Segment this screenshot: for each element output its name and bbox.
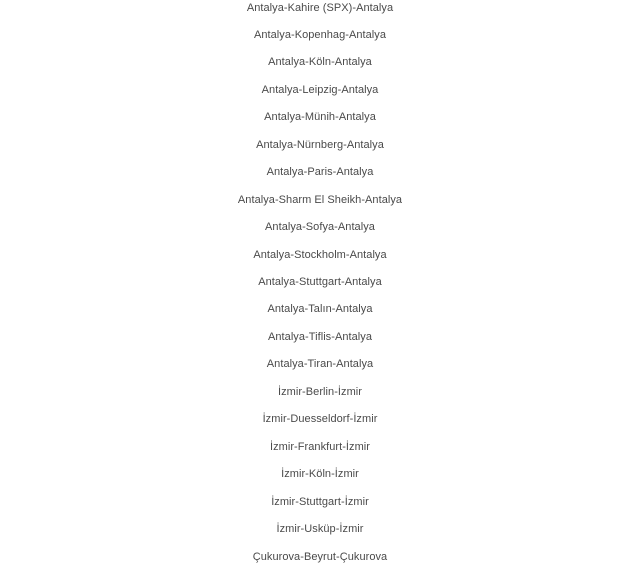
route-item: İzmir-Köln-İzmir <box>281 468 359 481</box>
route-item: İzmir-Stuttgart-İzmir <box>271 495 369 508</box>
route-item: İzmir-Usküp-İzmir <box>276 523 364 536</box>
route-item: Antalya-Nürnberg-Antalya <box>256 138 384 151</box>
route-item: Antalya-Münih-Antalya <box>264 111 376 124</box>
route-item: İzmir-Duesseldorf-İzmir <box>262 413 378 426</box>
route-item: Antalya-Talın-Antalya <box>267 303 373 316</box>
route-item: Antalya-Sharm El Sheikh-Antalya <box>237 193 403 206</box>
route-item: Antalya-Kopenhag-Antalya <box>253 28 387 41</box>
route-item: Antalya-Sofya-Antalya <box>265 221 375 234</box>
route-item: Antalya-Stuttgart-Antalya <box>258 276 382 288</box>
route-item: Antalya-Kahire (SPX)-Antalya <box>246 1 394 14</box>
route-item: Antalya-Stockholm-Antalya <box>253 248 387 261</box>
route-item: Antalya-Leipzig-Antalya <box>261 83 379 96</box>
route-item: İzmir-Frankfurt-İzmir <box>269 440 371 453</box>
route-item: İzmir-Berlin-İzmir <box>277 385 362 398</box>
route-item: Antalya-Tiran-Antalya <box>266 358 374 371</box>
route-item: Antalya-Köln-Antalya <box>268 56 372 69</box>
route-item: Antalya-Paris-Antalya <box>266 166 374 179</box>
route-item: Antalya-Tiflis-Antalya <box>267 330 372 343</box>
route-item: Çukurova-Beyrut-Çukurova <box>252 550 388 563</box>
